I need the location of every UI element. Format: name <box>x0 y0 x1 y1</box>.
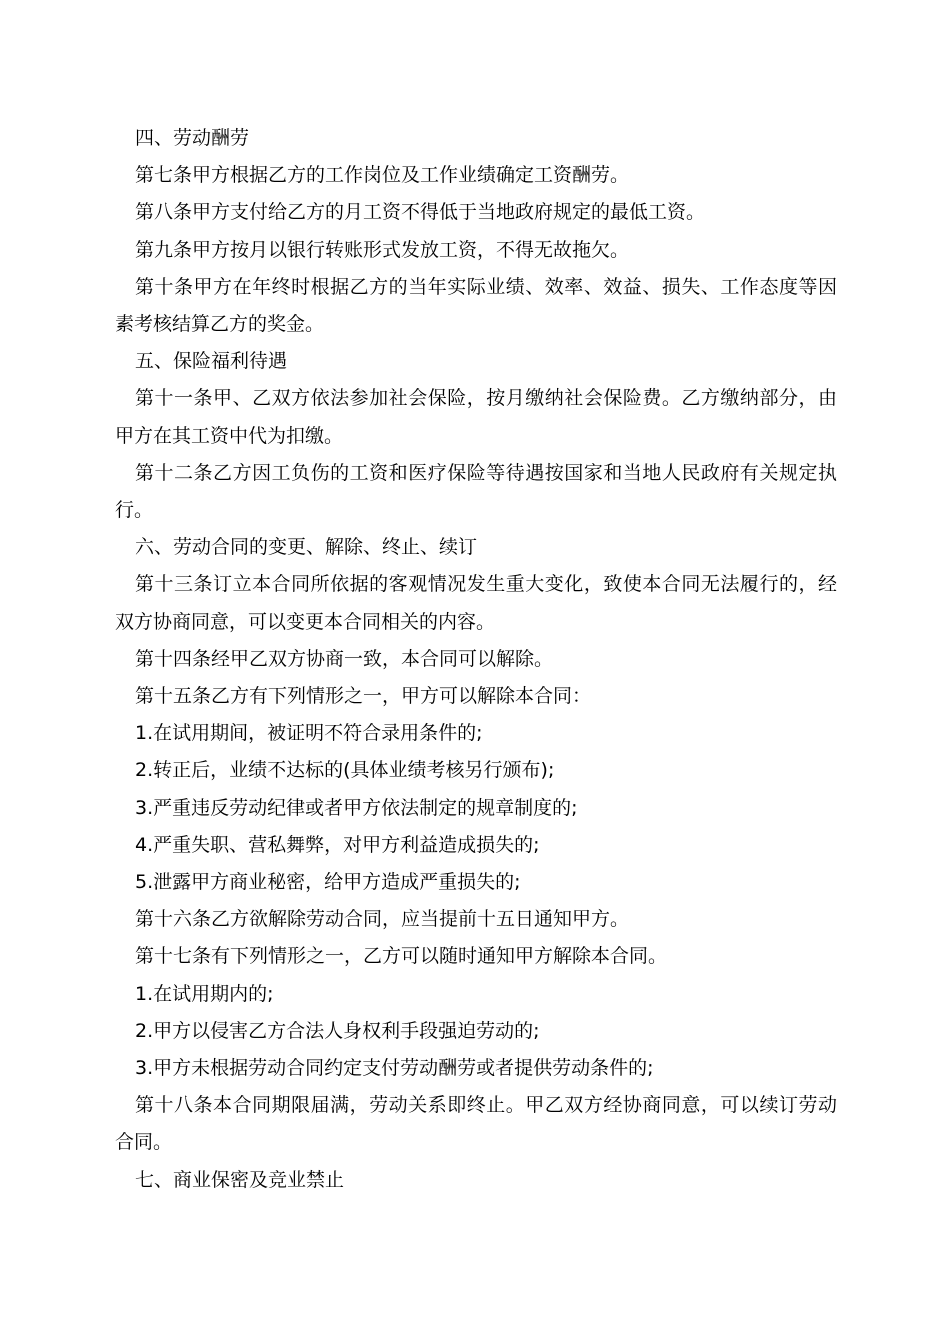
list-item: 3.严重违反劳动纪律或者甲方依法制定的规章制度的; <box>135 796 578 819</box>
article-17: 第十七条有下列情形之一，乙方可以随时通知甲方解除本合同。 <box>135 945 668 968</box>
article-8: 第八条甲方支付给乙方的月工资不得低于当地政府规定的最低工资。 <box>135 201 706 224</box>
list-item: 3.甲方未根据劳动合同约定支付劳动酬劳或者提供劳动条件的; <box>135 1057 654 1080</box>
article-11: 第十一条甲、乙双方依法参加社会保险，按月缴纳社会保险费。乙方缴纳部分，由甲方在其工资中代为扣缴。 <box>115 387 837 447</box>
document-body <box>115 120 837 1199</box>
article-13: 第十三条订立本合同所依据的客观情况发生重大变化，致使本合同无法履行的，经双方协商同意，可以变更本合同相关的内容。 <box>115 573 837 633</box>
list-item: 2.转正后，业绩不达标的(具体业绩考核另行颁布); <box>135 759 555 782</box>
section-heading-confidentiality: 七、商业保密及竞业禁止 <box>135 1168 345 1191</box>
article-12: 第十二条乙方因工负伤的工资和医疗保险等待遇按国家和当地人民政府有关规定执行。 <box>115 461 837 522</box>
article-14: 第十四条经甲乙双方协商一致，本合同可以解除。 <box>135 647 554 670</box>
article-7: 第七条甲方根据乙方的工作岗位及工作业绩确定工资酬劳。 <box>135 164 630 187</box>
article-16: 第十六条乙方欲解除劳动合同，应当提前十五日通知甲方。 <box>135 908 630 931</box>
list-item: 4.严重失职、营私舞弊，对甲方利益造成损失的; <box>135 833 540 856</box>
section-heading-labor-pay: 四、劳动酬劳 <box>135 127 250 149</box>
list-item: 1.在试用期内的; <box>135 982 274 1005</box>
list-item: 2.甲方以侵害乙方合法人身权利手段强迫劳动的; <box>135 1019 540 1042</box>
article-9: 第九条甲方按月以银行转账形式发放工资，不得无故拖欠。 <box>135 238 630 261</box>
article-18: 第十八条本合同期限届满，劳动关系即终止。甲乙双方经协商同意，可以续订劳动合同。 <box>115 1094 837 1154</box>
article-15: 第十五条乙方有下列情形之一，甲方可以解除本合同： <box>135 685 592 708</box>
list-item: 1.在试用期间，被证明不符合录用条件的; <box>135 722 483 745</box>
section-heading-insurance-welfare: 五、保险福利待遇 <box>135 350 288 373</box>
section-heading-contract-changes: 六、劳动合同的变更、解除、终止、续订 <box>135 536 478 559</box>
article-10: 第十条甲方在年终时根据乙方的当年实际业绩、效率、效益、损失、工作态度等因素考核结算乙方的奖金。 <box>115 275 837 336</box>
list-item: 5.泄露甲方商业秘密，给甲方造成严重损失的; <box>135 871 521 894</box>
